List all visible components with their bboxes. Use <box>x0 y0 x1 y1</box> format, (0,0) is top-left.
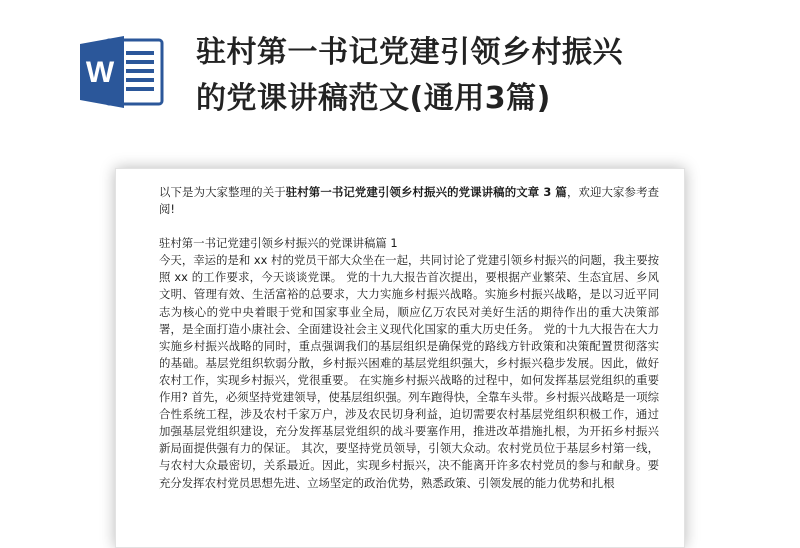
intro-suffix: ，欢迎大家参考查阅! <box>159 185 659 217</box>
document-content <box>159 184 659 492</box>
title-line-1: 驻村第一书记党建引领乡村振兴 <box>196 35 623 70</box>
word-document-icon <box>78 34 164 110</box>
title-line-2: 的党课讲稿范文(通用3篇) <box>196 81 551 116</box>
intro-prefix: 以下是为大家整理的关于 <box>159 185 286 199</box>
svg-text:W: W <box>85 56 115 89</box>
section-heading: 驻村第一书记党建引领乡村振兴的党课讲稿篇 1 <box>159 236 398 251</box>
intro-bold-title: 驻村第一书记党建引领乡村振兴的党课讲稿的文章 3 篇 <box>285 185 567 199</box>
intro-paragraph <box>159 184 659 218</box>
document-title <box>196 30 786 122</box>
body-paragraph: 今天，幸运的是和 xx 村的党员干部大众坐在一起，共同讨论了党建引领乡村振兴的问题，我主要按照 xx 的工作要求，今天谈谈党课。 党的十九大报告首次提出，要根据产业繁荣、生态宜居、乡风文明、管理有效、生活富裕的总要求，大力实施乡村振兴战略。实施乡村振兴战略，是以习近平同志为核心的党中央着眼于党和国家事业全局，顺应亿万农民对美好生活的期待作出的重大决策部署，是全面打造小康社会、全面建设社会主义现代化国家的重大历史任务。 党的十九大报告在大力实施乡村振兴战略的同时，重点强调我们的基层组织是确保党的路线方针政策和决策配置贯彻落实的基础。基层党组织软弱分散，乡村振兴困难的基层党组织强大，乡村振兴稳步发展。因此，做好农村工作，实现乡村振兴，党很重要。 在实施乡村振兴战略的过程中，如何发挥基层党组织的重要作用? 首先，必须坚持党建领导，使基层组织强。列车跑得快，全靠车头带。乡村振兴战略是一项综合性系统工程，涉及农村千家万户，涉及农民切身利益，迫切需要农村基层党组织积极工作，通过加强基层党组织建设，充分发挥基层党组织的战斗要塞作用，推进改革措施扎根，为开拓乡村振兴新局面提供强有力的保证。 其次，要坚持党员领导，引领大众动。农村党员位于基层乡村第一线，与农村大众最密切，关系最近。因此，实现乡村振兴，决不能离开许多农村党员的参与和献身。要充分发挥农村党员思想先进、立场坚定的政治优势，熟悉政策、引领发展的能力优势和扎根 <box>159 253 659 490</box>
